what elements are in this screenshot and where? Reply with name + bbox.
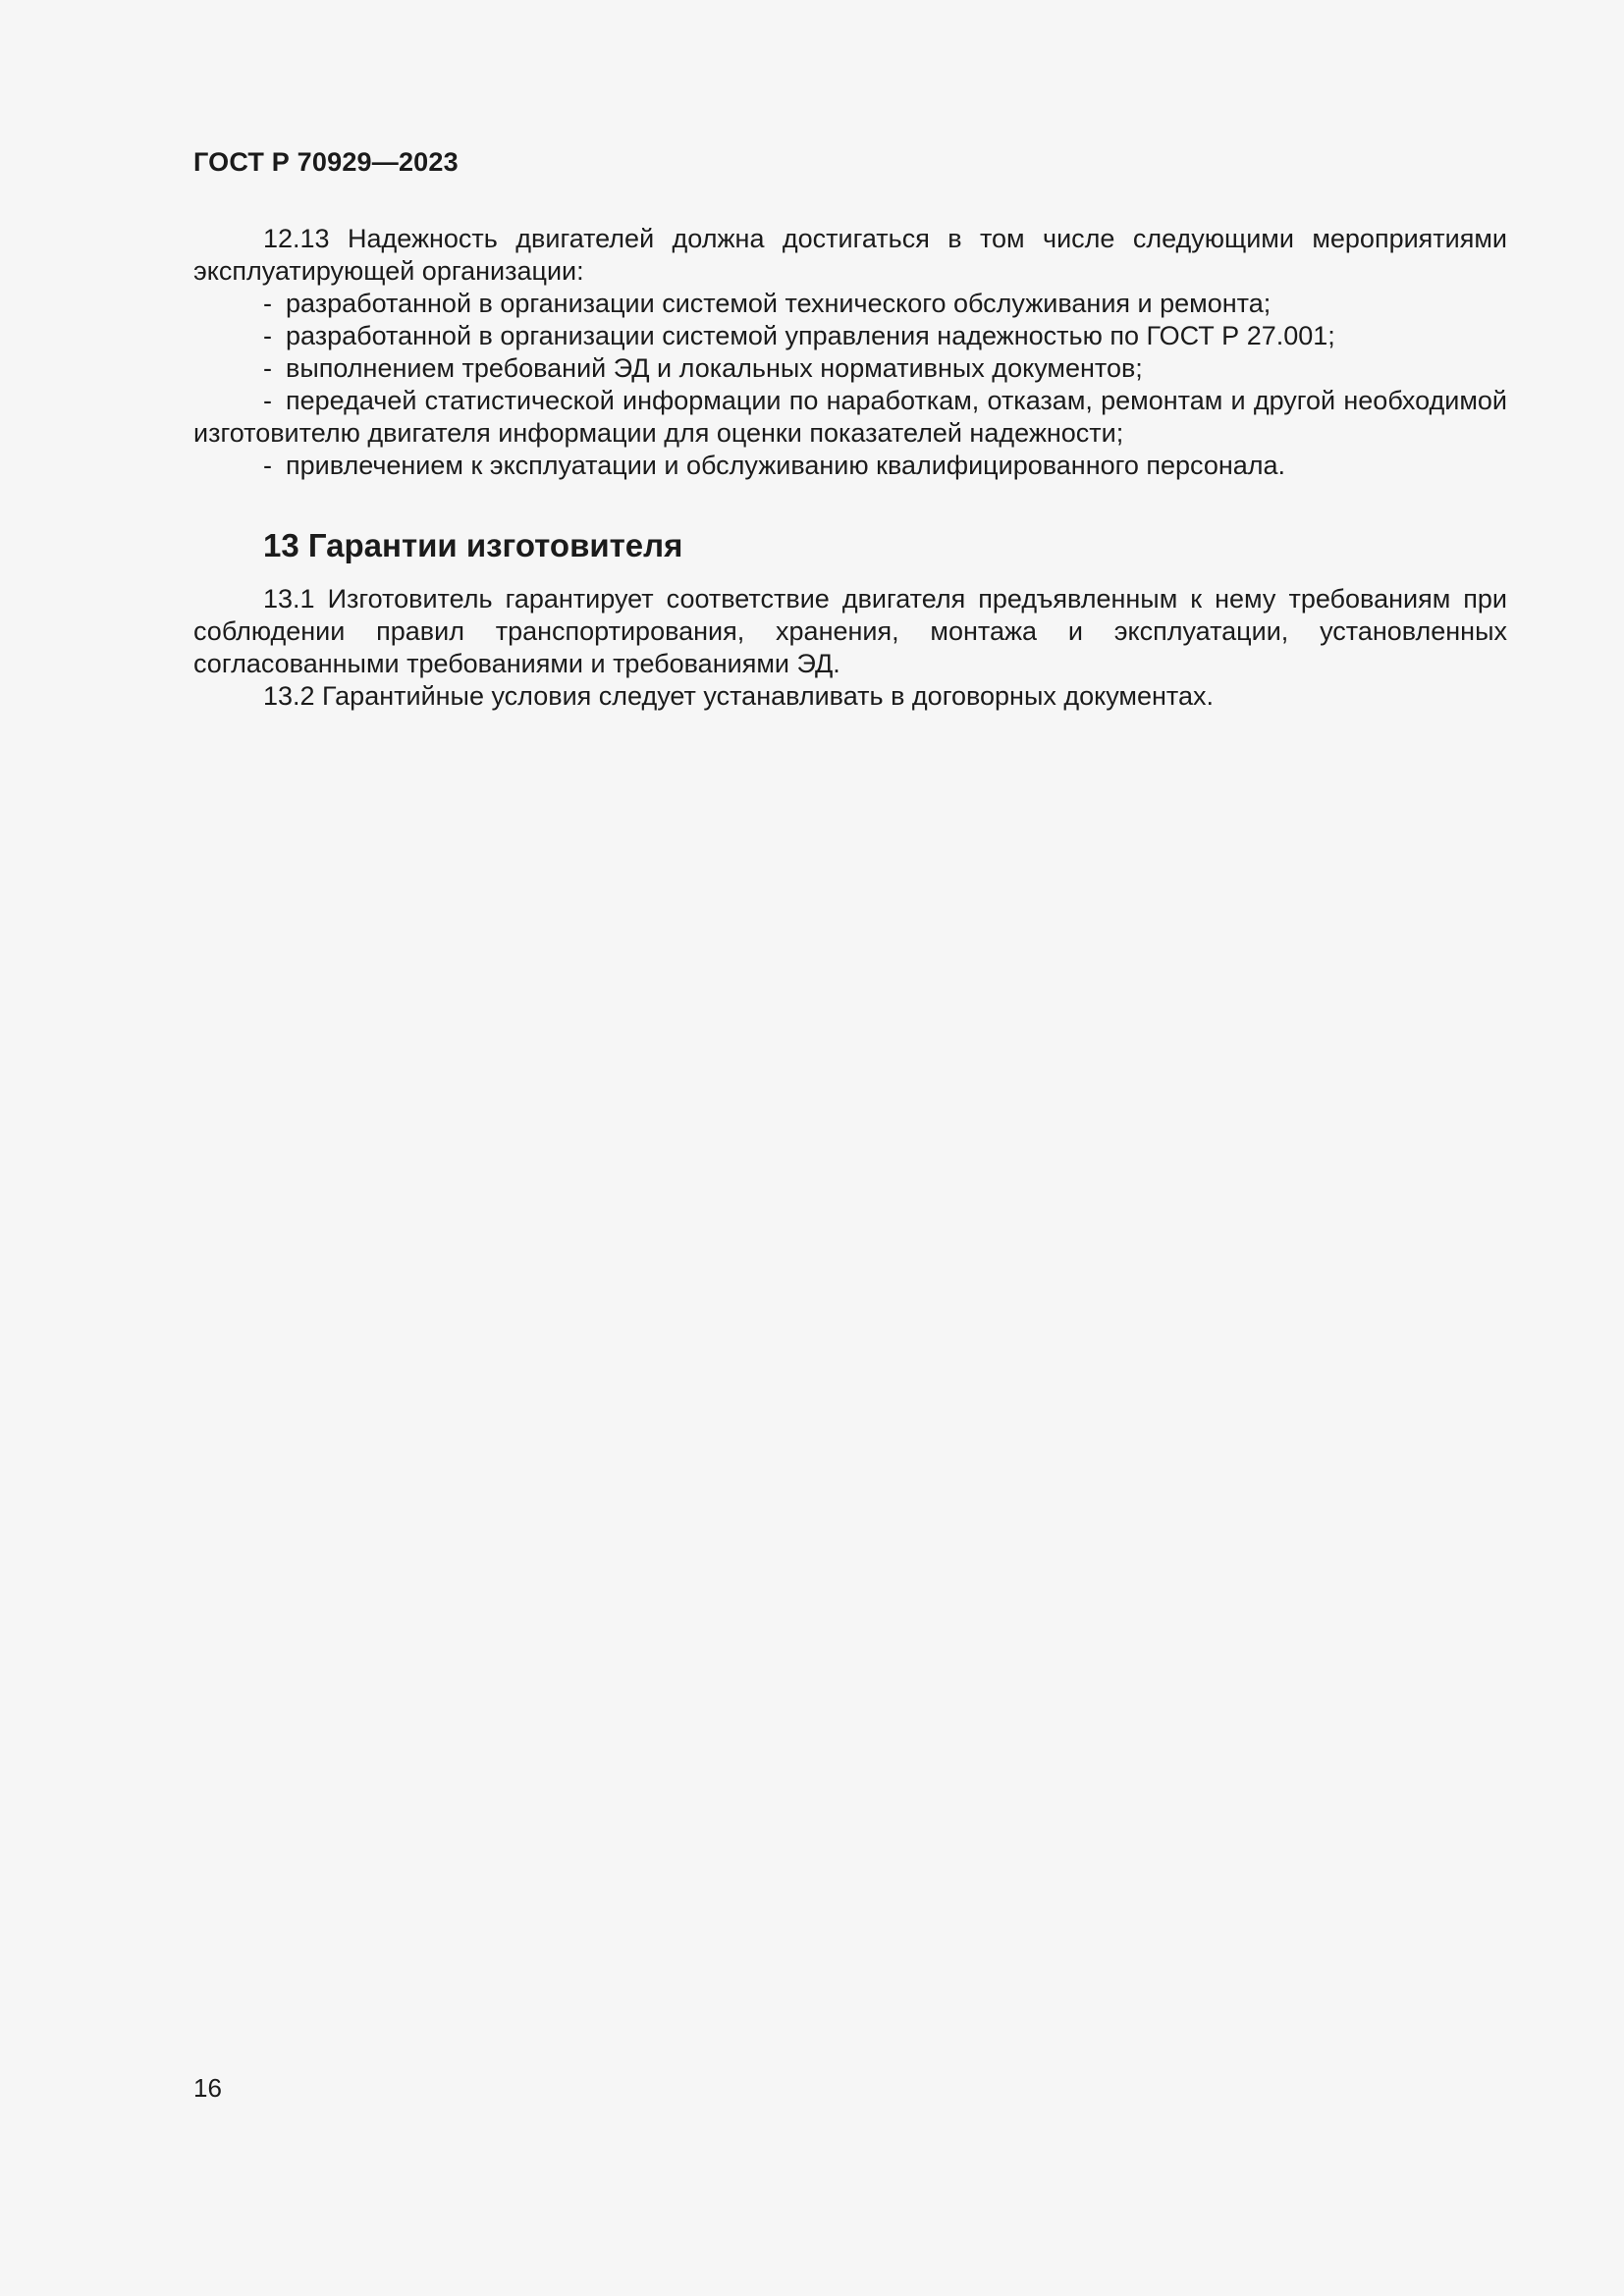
list-item [193, 385, 1507, 450]
list-bullet: - [263, 386, 272, 415]
list-bullet: - [263, 353, 272, 383]
list-bullet: - [263, 289, 272, 318]
paragraph-13-2: 13.2 Гарантийные условия следует устанавливать в договорных документах. [263, 681, 1215, 711]
paragraph-13-1: 13.1 Изготовитель гарантирует соответствие двигателя предъявленным к нему требованиям при соблюдении правил транспортирования, хранения, монтажа и эксплуатации, установленных согласованными требованиями и требованиями ЭД. [193, 584, 1507, 678]
list-item-text: привлечением к эксплуатации и обслуживанию квалифицированного персонала. [286, 451, 1286, 480]
paragraph-12-13: 12.13 Надежность двигателей должна достигаться в том числе следующими мероприятиями эксплуатирующей организации: [193, 224, 1507, 286]
document-body [193, 223, 1507, 713]
document-header: ГОСТ Р 70929—2023 [193, 147, 459, 177]
list-item [193, 352, 1507, 385]
list-bullet: - [263, 321, 272, 350]
list-item-text: разработанной в организации системой технического обслуживания и ремонта; [286, 289, 1272, 318]
list-item-text: разработанной в организации системой управления надежностью по ГОСТ Р 27.001; [286, 321, 1335, 350]
list-item-text: передачей статистической информации по наработкам, отказам, ремонтам и другой необходимой изготовителю двигателя информации для оценки показателей надежности; [193, 386, 1507, 448]
list-bullet: - [263, 451, 272, 480]
page-number: 16 [193, 2073, 222, 2103]
section-13-title: 13 Гарантии изготовителя [263, 527, 683, 563]
list-item [193, 450, 1507, 482]
list-item [193, 288, 1507, 320]
list-item [193, 320, 1507, 352]
list-item-text: выполнением требований ЭД и локальных нормативных документов; [286, 353, 1143, 383]
